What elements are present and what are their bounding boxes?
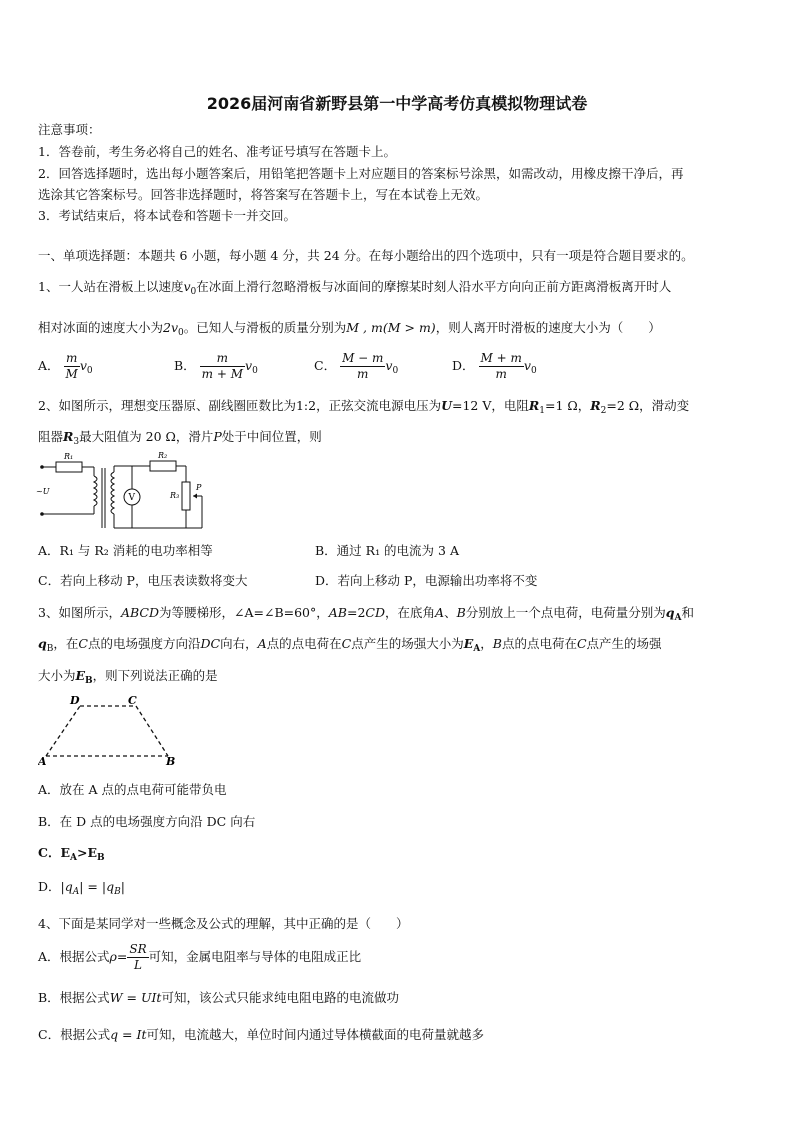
q4-option-b: B．根据公式W = UIt可知，该公式只能求纯电阻电路的电流做功 [38, 990, 399, 1005]
vertex-a-label: A [38, 755, 47, 766]
q4-option-c: C．根据公式q = It可知，电流越大，单位时间内通过导体横截面的电荷量就越多 [38, 1027, 484, 1042]
q2-option-c: C．若向上移动 P，电压表读数将变大 [38, 573, 248, 588]
notice-3: 3．考试结束后，将本试卷和答题卡一并交回。 [38, 208, 296, 223]
q3-option-c: C．$E_A>E_B$ [38, 845, 105, 863]
fraction: $\frac{m}{M}$ [65, 351, 78, 381]
section-heading: 一、单项选择题：本题共 6 小题，每小题 4 分，共 24 分。在每小题给出的四个选项中，只有一项是符合题目要求的。 [38, 248, 694, 263]
q1-option-b: B． $\frac{m}{m + M}$ $v_0$ [174, 351, 258, 381]
fraction: $\frac{M - m}{m}$ [342, 351, 384, 381]
source-label: ~U [36, 487, 50, 496]
fraction: $\frac{M + m}{m}$ [480, 351, 522, 381]
q3-line2: $q_B$，在C点的电场强度方向沿DC向右，A点的点电荷在C点产生的场强大小为$E_A$，B点的点电荷在C点产生的场强 [38, 636, 662, 654]
q2-line1: 2、如图所示，理想变压器原、副线圈匝数比为1:2，正弦交流电源电压为U=12 V，电阻$R_1=1$ Ω，$R_2=2$ Ω，滑动变 [38, 398, 690, 416]
fraction: $\frac{m}{m + M}$ [201, 351, 244, 381]
q1-option-a: A． $\frac{m}{M}$ $v_0$ [38, 351, 93, 381]
q2-option-b: B．通过 R₁ 的电流为 3 A [315, 543, 459, 558]
q3-line1: 3、如图所示，ABCD为等腰梯形，∠A=∠B=60°，AB=2CD，在底角A、B分别放上一个点电荷，电荷量分别为$q_A$和 [38, 605, 695, 623]
trapezoid-diagram [38, 694, 183, 766]
page-title: 2026届河南省新野县第一中学高考仿真模拟物理试卷 [206, 94, 588, 113]
q3-option-d: D．$|q_A| = |q_B|$ [38, 879, 125, 897]
q4-option-a: A．根据公式ρ= $\frac{SR}{L}$ 可知，金属电阻率与导体的电阻成正比 [38, 942, 362, 972]
q2-option-a: A．R₁ 与 R₂ 消耗的电功率相等 [38, 543, 213, 558]
q1-line2: 相对冰面的速度大小为$2v_0$。已知人与滑板的质量分别为M , m(M > m)，则人离开时滑板的速度大小为（ ） [38, 320, 661, 338]
q1-option-d: D． $\frac{M + m}{m}$ $v_0$ [452, 351, 537, 381]
q4-line1: 4、下面是某同学对一些概念及公式的理解，其中正确的是（ ） [38, 916, 409, 931]
circuit-diagram [36, 448, 216, 530]
q3-option-b: B．在 D 点的电场强度方向沿 DC 向右 [38, 814, 256, 829]
notice-heading: 注意事项： [38, 122, 101, 137]
q1-line1: 1、一人站在滑板上以速度$v_0$在冰面上滑行忽略滑板与冰面间的摩擦某时刻人沿水平方向向正前方距离滑板离开时人 [38, 279, 672, 297]
slider-label: P [196, 483, 202, 492]
q2-line2: 阻器$R_3$最大阻值为 20 Ω，滑片P处于中间位置，则 [38, 429, 322, 447]
r1-label: R₁ [64, 452, 74, 461]
q3-line3: 大小为$E_B$，则下列说法正确的是 [38, 668, 218, 686]
notice-2-cont: 选涂其它答案标号。回答非选择题时，将答案写在答题卡上，写在本试卷上无效。 [38, 187, 489, 202]
notice-2: 2．回答选择题时，选出每小题答案后，用铅笔把答题卡上对应题目的答案标号涂黑，如需改动，用橡皮擦干净后，再 [38, 166, 684, 181]
q1-option-c: C． $\frac{M - m}{m}$ $v_0$ [314, 351, 399, 381]
vertex-b-label: B [166, 755, 176, 766]
q2-option-d: D．若向上移动 P，电源输出功率将不变 [315, 573, 538, 588]
voltmeter-label: V [128, 493, 135, 503]
vertex-d-label: D [70, 694, 80, 707]
r3-label: R₃ [170, 491, 180, 500]
vertex-c-label: C [128, 694, 137, 707]
fraction: $\frac{SR}{L}$ [129, 942, 147, 972]
notice-1: 1．答卷前，考生务必将自己的姓名、准考证号填写在答题卡上。 [38, 144, 396, 159]
r2-label: R₂ [158, 451, 168, 460]
q3-option-a: A．放在 A 点的点电荷可能带负电 [38, 782, 227, 797]
